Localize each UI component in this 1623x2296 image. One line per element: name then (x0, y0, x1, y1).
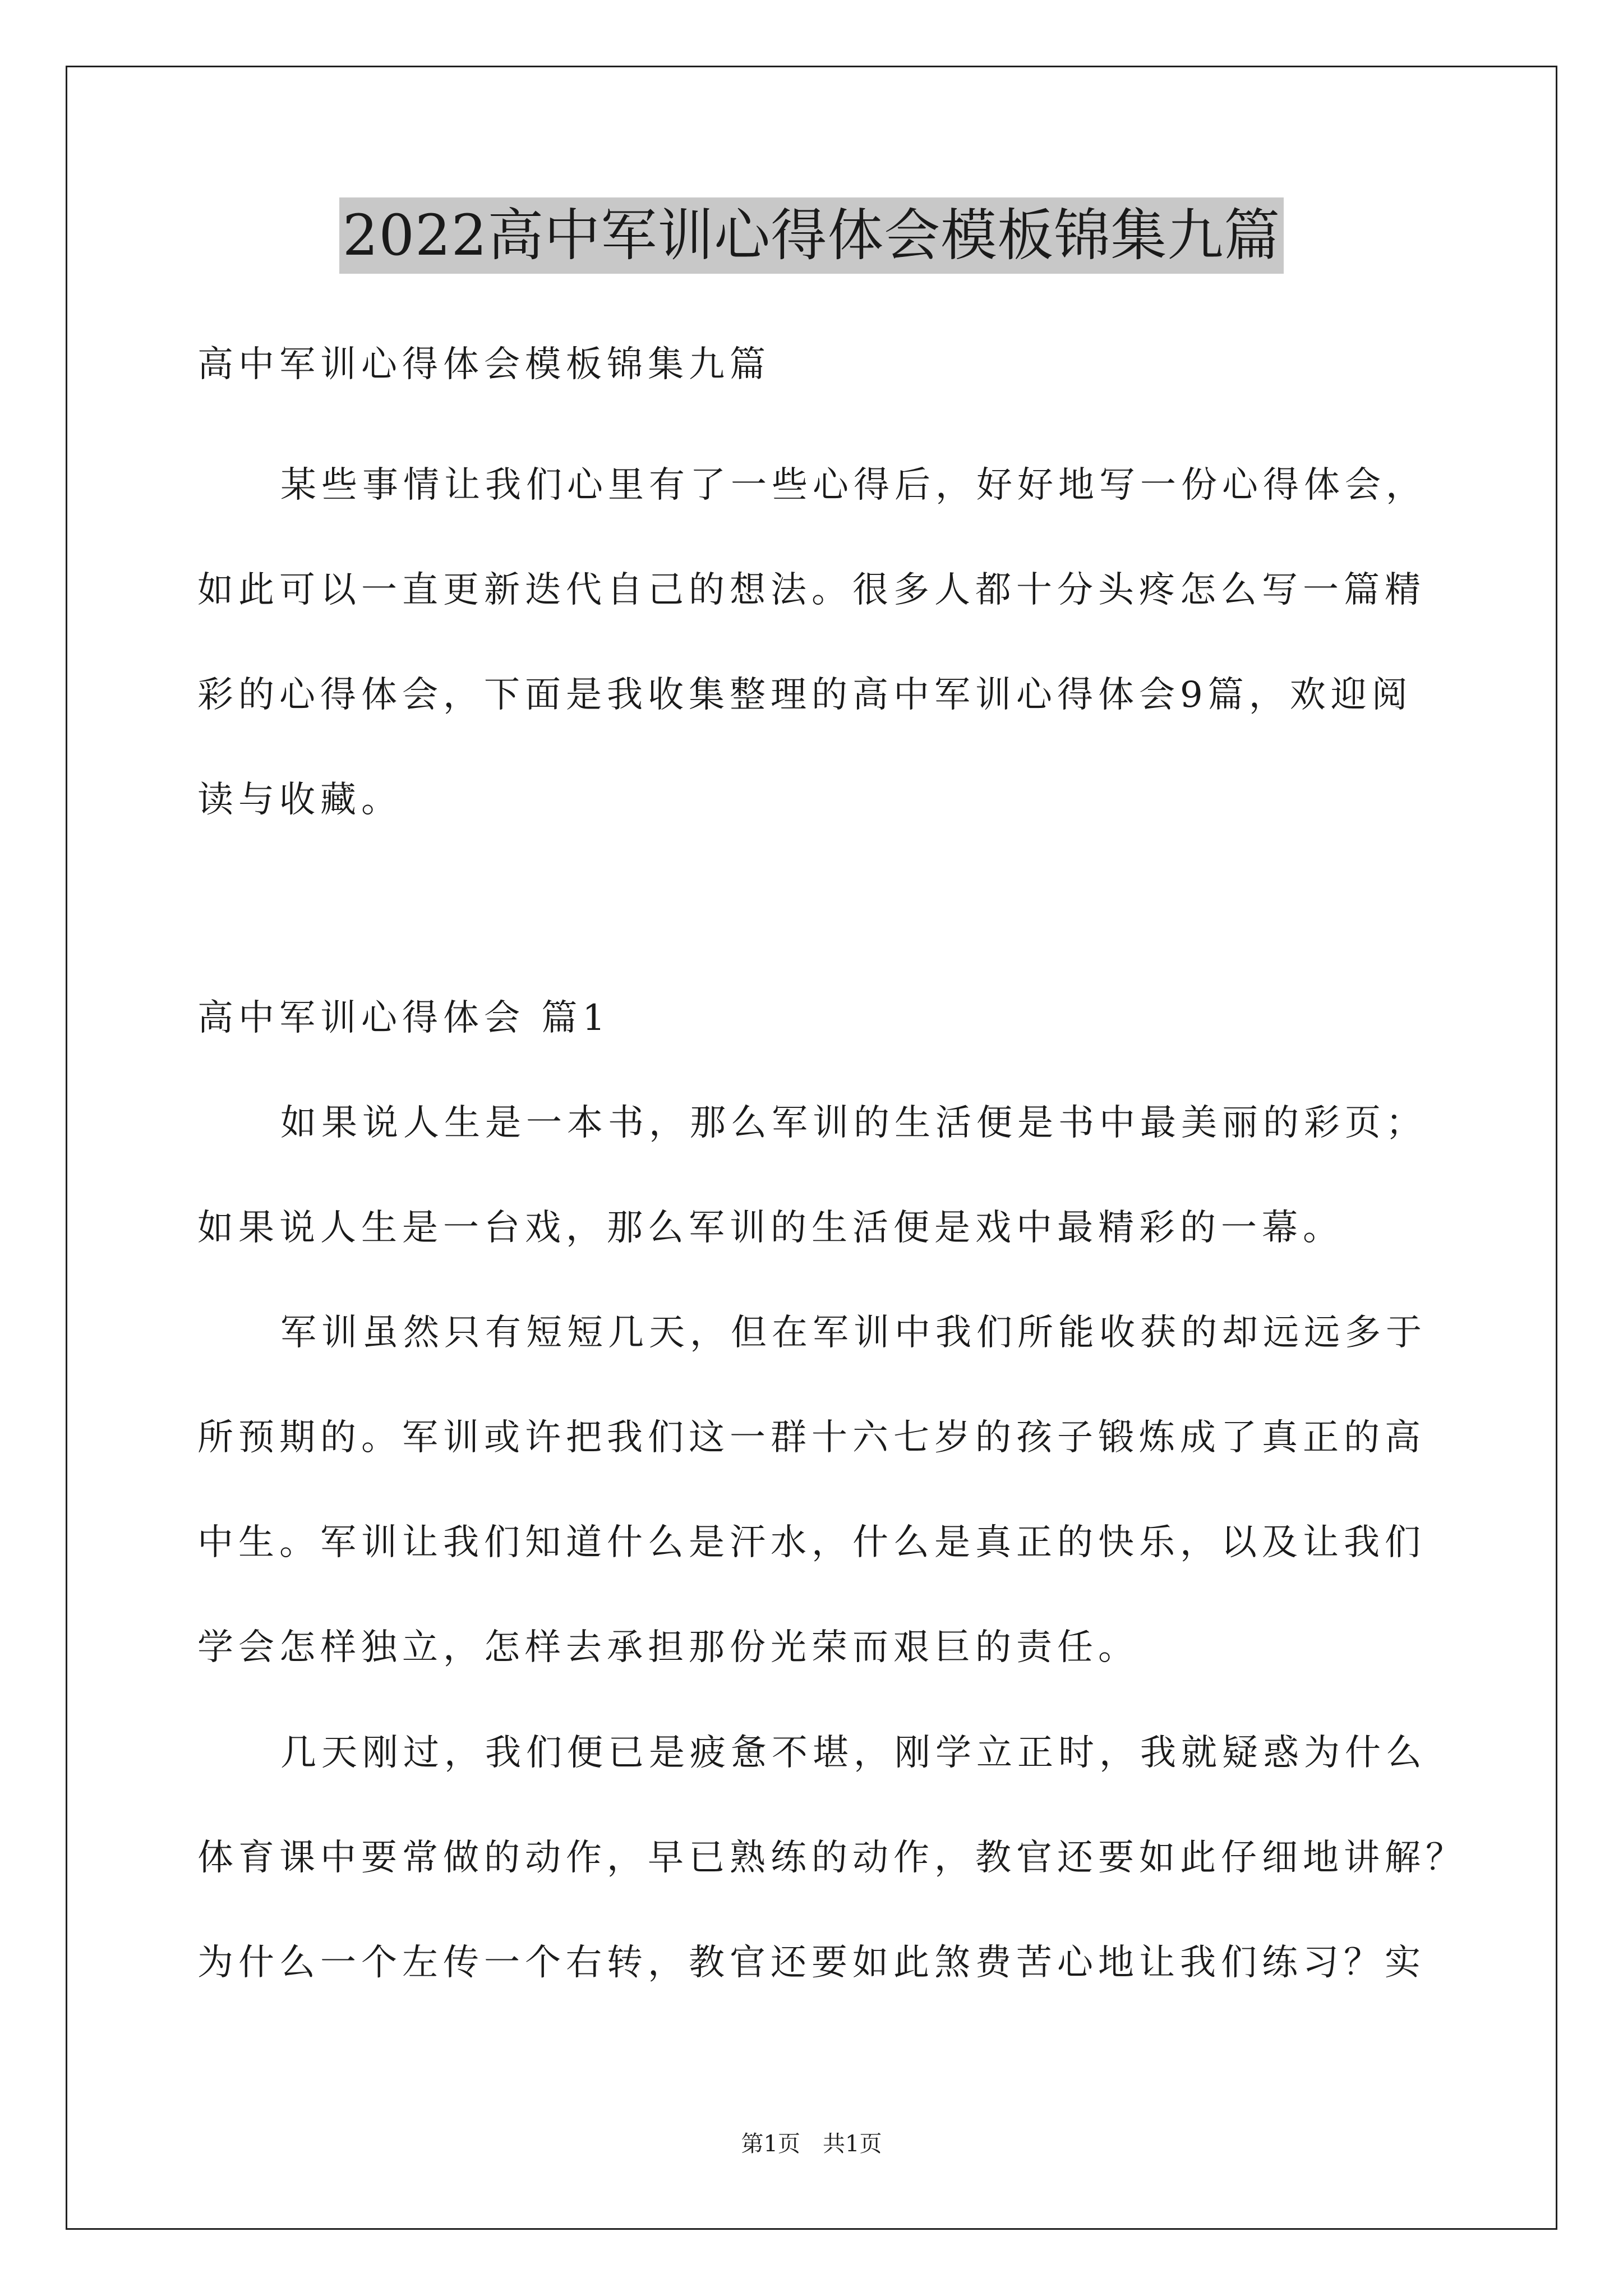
page-border (66, 66, 1557, 2230)
body-line: 为什么一个左传一个右转，教官还要如此煞费苦心地让我们练习？实 (197, 1942, 1426, 1984)
section-heading: 高中军训心得体会 篇1 (197, 997, 611, 1039)
body-line: 中生。军训让我们知道什么是汗水，什么是真正的快乐，以及让我们 (197, 1522, 1426, 1563)
body-line: 读与收藏。 (197, 779, 402, 821)
title-container (0, 197, 1623, 274)
body-line: 所预期的。军训或许把我们这一群十六七岁的孩子锻炼成了真正的高 (197, 1417, 1426, 1458)
body-line: 如果说人生是一台戏，那么军训的生活便是戏中最精彩的一幕。 (197, 1207, 1344, 1249)
body-line: 几天刚过，我们便已是疲惫不堪，刚学立正时，我就疑惑为什么 (280, 1732, 1427, 1774)
subtitle-line: 高中军训心得体会模板锦集九篇 (197, 344, 771, 385)
body-line: 学会怎样独立，怎样去承担那份光荣而艰巨的责任。 (197, 1627, 1139, 1668)
body-line: 如此可以一直更新迭代自己的想法。很多人都十分头疼怎么写一篇精 (197, 569, 1426, 611)
body-line: 军训虽然只有短短几天，但在军训中我们所能收获的却远远多于 (280, 1312, 1427, 1354)
document-title: 2022高中军训心得体会模板锦集九篇 (339, 197, 1284, 274)
body-line: 如果说人生是一本书，那么军训的生活便是书中最美丽的彩页； (280, 1102, 1427, 1144)
body-line: 某些事情让我们心里有了一些心得后，好好地写一份心得体会， (280, 464, 1427, 506)
page-footer: 第1页 共1页 (741, 2131, 882, 2157)
body-line: 彩的心得体会，下面是我收集整理的高中军训心得体会9篇，欢迎阅 (197, 674, 1413, 716)
body-line: 体育课中要常做的动作，早已熟练的动作，教官还要如此仔细地讲解？ (197, 1837, 1467, 1879)
